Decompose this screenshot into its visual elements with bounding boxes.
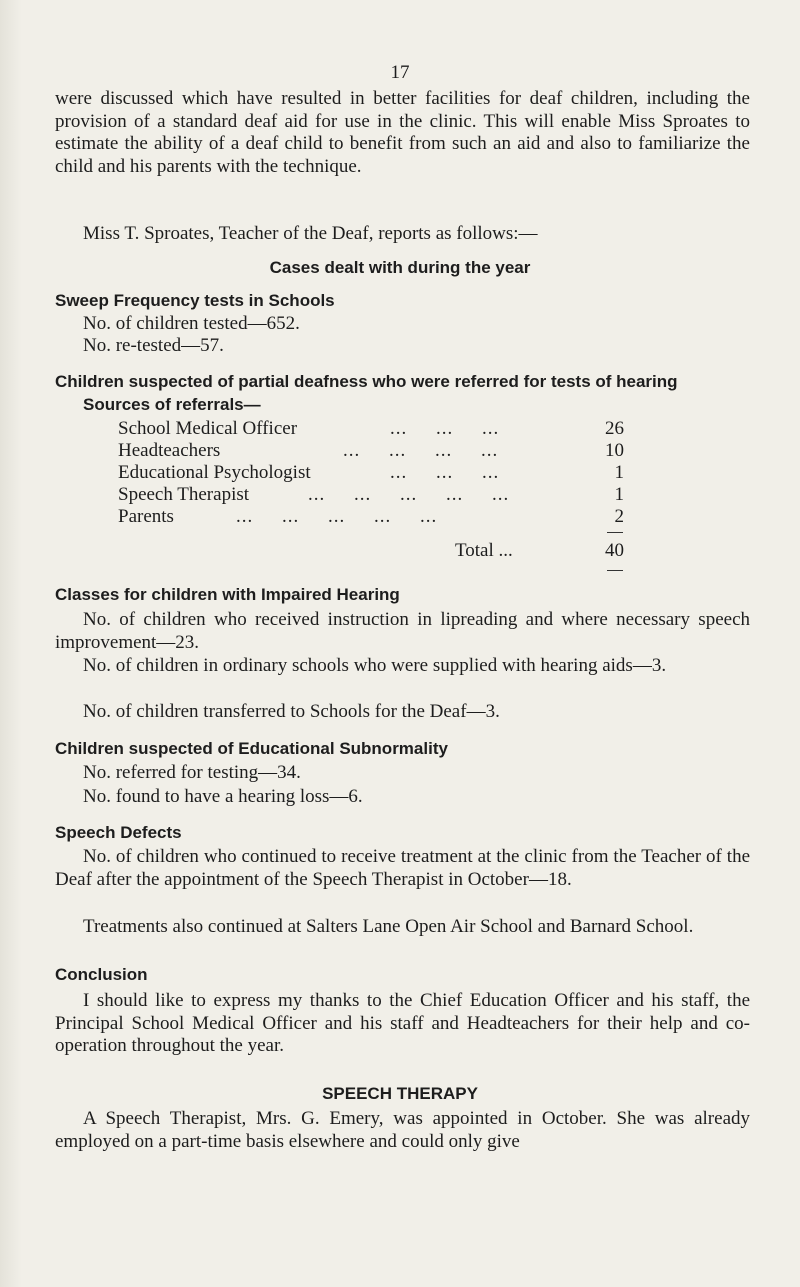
referral-row (118, 484, 624, 506)
sweep-retested: No. re-tested—57. (83, 335, 224, 356)
page-number: 17 (390, 62, 410, 83)
classes-heading: Classes for children with Impaired Hearing (55, 585, 400, 604)
leader-dots: ... ... ... ... ... (308, 484, 510, 505)
speech-defects-p2: Treatments also continued at Salters Lane Open Air School and Barnard School. (83, 916, 694, 937)
referral-label: Speech Therapist (118, 484, 250, 505)
sources-heading: Sources of referrals— (83, 395, 261, 414)
speech-therapy-heading: SPEECH THERAPY (322, 1084, 478, 1103)
referral-label: Parents (118, 506, 174, 527)
suspected-partial-heading: Children suspected of partial deafness who were referred for tests of hearing (55, 372, 678, 391)
classes-p3: No. of children transferred to Schools for the Deaf—3. (83, 701, 500, 722)
referral-label: Educational Psychologist (118, 462, 311, 483)
referral-value: 2 (614, 506, 624, 527)
referral-row (118, 418, 624, 440)
sweep-tested: No. of children tested—652. (83, 313, 300, 334)
referral-row (118, 440, 624, 462)
report-line: Miss T. Sproates, Teacher of the Deaf, reports as follows:— (83, 223, 538, 244)
sum-rule-top (607, 532, 623, 533)
sweep-heading: Sweep Frequency tests in Schools (55, 291, 335, 310)
subnormality-heading: Children suspected of Educational Subnormality (55, 739, 448, 758)
leader-dots: ... ... ... ... (343, 440, 499, 461)
total-row (118, 540, 624, 562)
leader-dots: ... ... ... (390, 462, 500, 483)
conclusion-p1: I should like to express my thanks to the Chief Education Officer and his staff, the Principal School Medical Officer and his staff and Headteachers for their help and co-operation throughout the year. (55, 990, 750, 1056)
speech-defects-heading: Speech Defects (55, 823, 182, 842)
referral-value: 10 (605, 440, 624, 461)
intro-paragraph: were discussed which have resulted in better facilities for deaf children, including the provision of a standard deaf aid for use in the clinic. This will enable Miss Sproates to estimate the ability of a deaf child to benefit from such an aid and also to familiarize the child and his parents with the technique. (55, 88, 750, 177)
total-label: Total ... (455, 540, 513, 561)
referral-value: 1 (614, 484, 624, 505)
referral-value: 26 (605, 418, 624, 439)
referral-value: 1 (614, 462, 624, 483)
referral-label: Headteachers (118, 440, 221, 461)
speech-defects-p1: No. of children who continued to receive treatment at the clinic from the Teacher of the Deaf after the appointment of the Speech Therapist in October—18. (55, 846, 750, 890)
leader-dots: ... ... ... (390, 418, 500, 439)
referral-row (118, 462, 624, 484)
classes-p1: No. of children who received instruction in lipreading and where necessary speech improvement—23. (55, 609, 750, 653)
classes-p2: No. of children in ordinary schools who were supplied with hearing aids—3. (83, 655, 667, 676)
referral-label: School Medical Officer (118, 418, 298, 439)
conclusion-heading: Conclusion (55, 965, 148, 984)
subnormality-p2: No. found to have a hearing loss—6. (83, 786, 363, 807)
total-value: 40 (605, 540, 624, 561)
cases-heading: Cases dealt with during the year (269, 258, 531, 277)
speech-therapy-p1: A Speech Therapist, Mrs. G. Emery, was appointed in October. She was already employed on a part-time basis elsewhere and could only give (55, 1108, 750, 1152)
subnormality-p1: No. referred for testing—34. (83, 762, 301, 783)
leader-dots: ... ... ... ... ... (236, 506, 438, 527)
referral-row (118, 506, 624, 528)
sum-rule-bottom (607, 570, 623, 571)
